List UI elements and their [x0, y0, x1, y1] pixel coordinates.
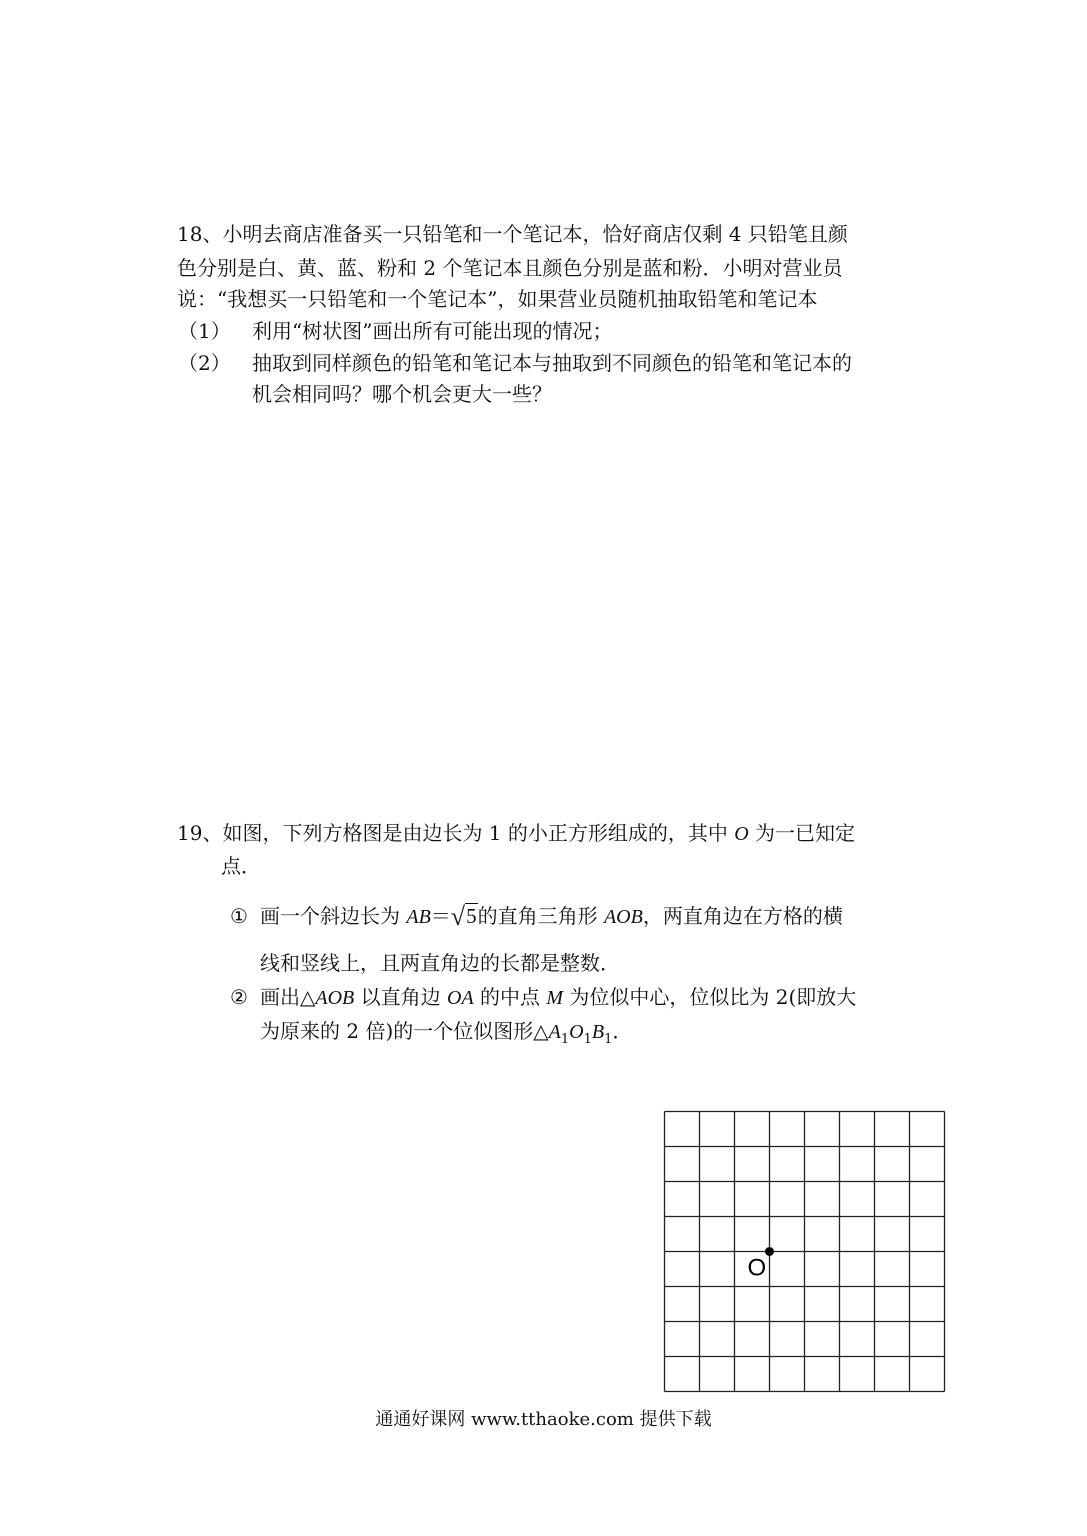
q19-item2-line-1 [260, 982, 856, 1013]
square-grid-figure [663, 1110, 947, 1394]
q18-part2-text-1: 抽取到同样颜色的铅笔和笔记本与抽取到不同颜色的铅笔和笔记本的 [252, 351, 852, 375]
q19-line-1-text-a: 19、如图，下列方格图是由边长为 1 的小正方形组成的，其中 [177, 821, 735, 845]
q19-item2-text-c: 的中点 [473, 985, 547, 1009]
q19-item1-AOB: AOB [603, 906, 643, 928]
q19-item2-text-d: 为位似中心，位似比为 2(即放大 [563, 985, 857, 1009]
period: ． [612, 1019, 633, 1043]
q18-line-2: 色分别是白、黄、蓝、粉和 2 个笔记本且颜色分别是蓝和粉．小明对营业员 [177, 256, 843, 280]
q19-item2-AOB: AOB [315, 987, 355, 1009]
q18-part2-text-2: 机会相同吗？哪个机会更大一些？ [252, 382, 552, 406]
label-O: O [569, 1021, 584, 1043]
q19-item2-line-2 [260, 1016, 632, 1055]
q19-item2-text-b: 以直角边 [354, 985, 447, 1009]
q18-part1-text: 利用“树状图”画出所有可能出现的情况； [252, 319, 613, 343]
q19-item2-OA: OA [447, 987, 474, 1009]
q19-item2-number: ② [230, 985, 248, 1009]
subscript-1: 1 [560, 1032, 570, 1047]
q18-line-1: 18、小明去商店准备买一只铅笔和一个笔记本，恰好商店仅剩 4 只铅笔且颜 [177, 222, 848, 246]
q19-item1-number: ① [230, 904, 248, 928]
subscript-1: 1 [604, 1032, 613, 1047]
q18-line-3: 说：“我想买一只铅笔和一个笔记本”，如果营业员随机抽取铅笔和笔记本 [177, 287, 818, 311]
q19-item1-AB: AB [406, 906, 431, 928]
subscript-1: 1 [583, 1032, 592, 1047]
sqrt-symbol: √5 [450, 902, 477, 931]
point-O-dot [765, 1247, 774, 1256]
q19-line-1-text-b: 为一已知定 [748, 821, 856, 845]
q19-line-2: 点． [221, 854, 261, 878]
q19-item1-equals: ＝ [430, 904, 451, 928]
q19-item1-text-b: 的直角三角形 [477, 904, 604, 928]
q19-item2-text-e: 为原来的 2 倍)的一个位似图形△ [260, 1019, 549, 1043]
q18-part2-number: （2） [178, 351, 231, 375]
label-A: A [548, 1021, 561, 1043]
q19-item1-text-a: 画一个斜边长为 [260, 904, 407, 928]
q19-item1-line-1 [260, 901, 843, 932]
q19-line-1 [177, 818, 855, 849]
q18-part1-number: （1） [178, 319, 231, 343]
grid-lines [665, 1112, 945, 1392]
point-O-label: O [747, 1254, 767, 1282]
q19-point-O-label: O [734, 823, 749, 845]
q19-item1-text-c: ，两直角边在方格的横 [642, 904, 843, 928]
page-footer: 通通好课网 www.tthaoke.com 提供下载 [375, 1409, 712, 1430]
q19-item2-M: M [546, 987, 564, 1009]
q19-item2-text-a: 画出△ [260, 985, 316, 1009]
sqrt-radicand: 5 [466, 904, 477, 928]
q19-item1-line-2: 线和竖线上，且两直角边的长都是整数． [260, 951, 620, 975]
label-B: B [591, 1021, 605, 1043]
